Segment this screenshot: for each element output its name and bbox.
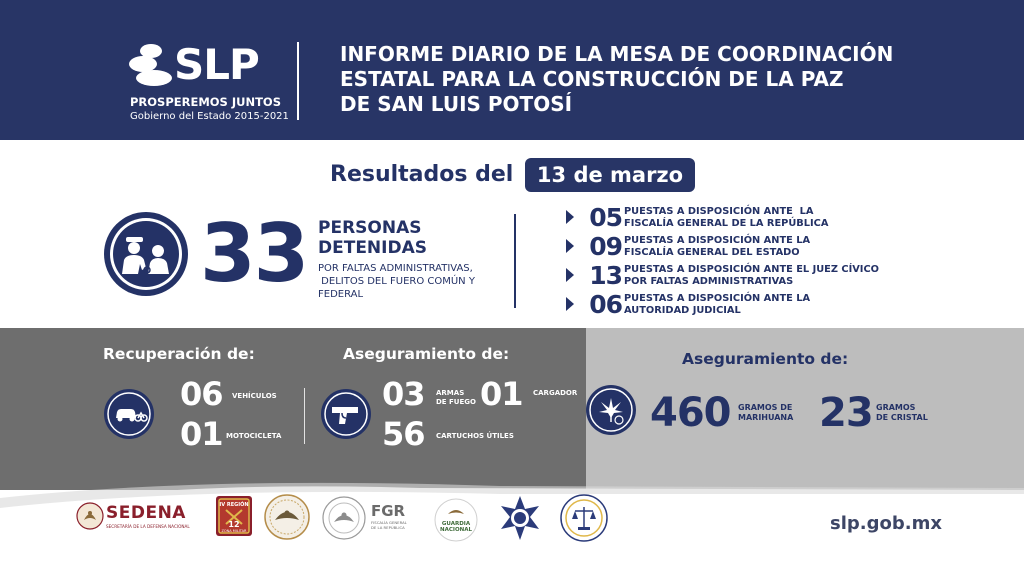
crystal-label — [876, 403, 928, 423]
logo-tagline: PROSPEREMOS JUNTOS — [130, 95, 281, 109]
crystal-label-line: GRAMOS — [876, 403, 916, 412]
vehicles-count: 06 — [180, 375, 223, 413]
firearms-label — [436, 389, 476, 407]
puesta-text-line: PUESTAS A DISPOSICIÓN ANTE LA — [624, 235, 811, 246]
fgr-text: FGR — [371, 502, 406, 520]
handgun-icon — [320, 388, 372, 440]
report-title-line: ESTATAL PARA LA CONSTRUCCIÓN DE LA PAZ — [340, 67, 844, 91]
puesta-text-line: FISCALÍA GENERAL DEL ESTADO — [624, 247, 800, 258]
header-banner — [0, 0, 1024, 140]
magazine-label: CARGADOR — [533, 389, 578, 397]
magazine-count: 01 — [480, 375, 523, 413]
report-title — [340, 42, 940, 117]
handcuffed-person-icon — [102, 210, 190, 298]
puesta-text-line: PUESTAS A DISPOSICIÓN ANTE LA — [624, 293, 811, 304]
detainees-title-line: PERSONAS — [318, 218, 422, 238]
crystal-label-line: DE CRISTAL — [876, 413, 928, 422]
puesta-item — [566, 262, 926, 291]
marijuana-label-line: MARIHUANA — [738, 413, 794, 422]
detainees-subtitle-line: FEDERAL — [318, 289, 364, 300]
puesta-text-line: FISCALÍA GENERAL DE LA REPÚBLICA — [624, 218, 829, 229]
puesta-number: 13 — [589, 261, 622, 290]
recovery-title: Recuperación de: — [103, 345, 255, 363]
puesta-item — [566, 291, 926, 320]
puesta-text — [624, 293, 924, 317]
marijuana-label — [738, 403, 793, 423]
motorcycles-count: 01 — [180, 415, 223, 453]
puesta-text — [624, 206, 924, 230]
military-region-badge — [214, 494, 254, 538]
report-title-line: DE SAN LUIS POTOSÍ — [340, 92, 573, 116]
puesta-number: 06 — [589, 290, 622, 319]
section-divider — [514, 214, 516, 308]
arrow-right-icon — [566, 268, 574, 282]
detainees-subtitle-line: POR FALTAS ADMINISTRATIVAS, — [318, 263, 473, 274]
website-link[interactable]: slp.gob.mx — [830, 513, 942, 534]
weapons-seizure-title: Aseguramiento de: — [343, 345, 510, 363]
motorcycles-label: MOTOCICLETA — [226, 432, 282, 440]
firearms-label-line: DE FUEGO — [436, 398, 476, 406]
arrow-right-icon — [566, 239, 574, 253]
vehicles-label: VEHÍCULOS — [232, 392, 277, 400]
puesta-text — [624, 235, 924, 259]
cannabis-leaf-icon — [585, 384, 637, 436]
puesta-item — [566, 204, 926, 233]
puesta-item — [566, 233, 926, 262]
detainees-count: 33 — [200, 207, 308, 300]
date-badge: 13 de marzo — [525, 158, 695, 192]
puesta-number: 09 — [589, 232, 622, 261]
firearms-label-line: ARMAS — [436, 389, 465, 397]
justice-scales-seal-icon — [560, 494, 608, 542]
detainees-subtitle — [318, 262, 503, 301]
firearms-count: 03 — [382, 375, 425, 413]
region-badge-line: IV REGIÓN — [219, 502, 249, 508]
guardia-text-line: NACIONAL — [440, 527, 472, 533]
crystal-count: 23 — [819, 390, 873, 436]
logo-slp-text: SLP — [174, 40, 259, 89]
slp-logo-mark-icon — [128, 42, 174, 88]
mexico-national-seal-icon — [322, 496, 366, 540]
cartridges-count: 56 — [382, 415, 425, 453]
cartridges-label: CARTUCHOS ÚTILES — [436, 432, 514, 440]
marijuana-count: 460 — [650, 390, 731, 436]
sedena-subtitle: SECRETARÍA DE LA DEFENSA NACIONAL — [106, 524, 190, 529]
fgr-subtitle-line: DE LA REPÚBLICA — [371, 525, 405, 530]
marijuana-label-line: GRAMOS DE — [738, 403, 793, 412]
header-divider — [297, 42, 299, 120]
sedena-text: SEDENA — [106, 503, 186, 523]
puesta-text-line: POR FALTAS ADMINISTRATIVAS — [624, 276, 794, 287]
fgr-subtitle-line: FISCALÍA GENERAL — [371, 520, 407, 525]
fgr-logo — [371, 502, 419, 530]
guard-eagle-seal-icon — [264, 494, 310, 540]
drug-seizure-title: Aseguramiento de: — [682, 350, 849, 368]
results-label: Resultados del — [330, 162, 514, 187]
puesta-text — [624, 264, 924, 288]
logo-government: Gobierno del Estado 2015-2021 — [130, 111, 289, 122]
detainees-title — [318, 218, 498, 258]
panel-divider — [304, 388, 305, 444]
puestas-list — [566, 204, 926, 320]
arrow-right-icon — [566, 210, 574, 224]
car-motorcycle-icon — [103, 388, 155, 440]
puesta-text-line: AUTORIDAD JUDICIAL — [624, 305, 741, 316]
detainees-subtitle-line: DELITOS DEL FUERO COMÚN Y — [318, 276, 475, 287]
slp-logo — [128, 40, 289, 130]
report-title-line: INFORME DIARIO DE LA MESA DE COORDINACIÓN — [340, 42, 894, 66]
guardia-nacional-logo — [434, 498, 478, 542]
region-badge-line: ZONA MILITAR — [221, 529, 247, 533]
puesta-number: 05 — [589, 203, 622, 232]
region-badge-line: 12 — [228, 520, 240, 529]
police-star-badge-icon — [496, 494, 544, 542]
sedena-eagle-icon — [76, 502, 104, 530]
guardia-text-line: GUARDIA — [441, 521, 471, 527]
arrow-right-icon — [566, 297, 574, 311]
puesta-text-line: PUESTAS A DISPOSICIÓN ANTE LA — [624, 206, 814, 217]
puesta-text-line: PUESTAS A DISPOSICIÓN ANTE EL JUEZ CÍVICO — [624, 264, 879, 275]
detainees-title-line: DETENIDAS — [318, 238, 427, 258]
